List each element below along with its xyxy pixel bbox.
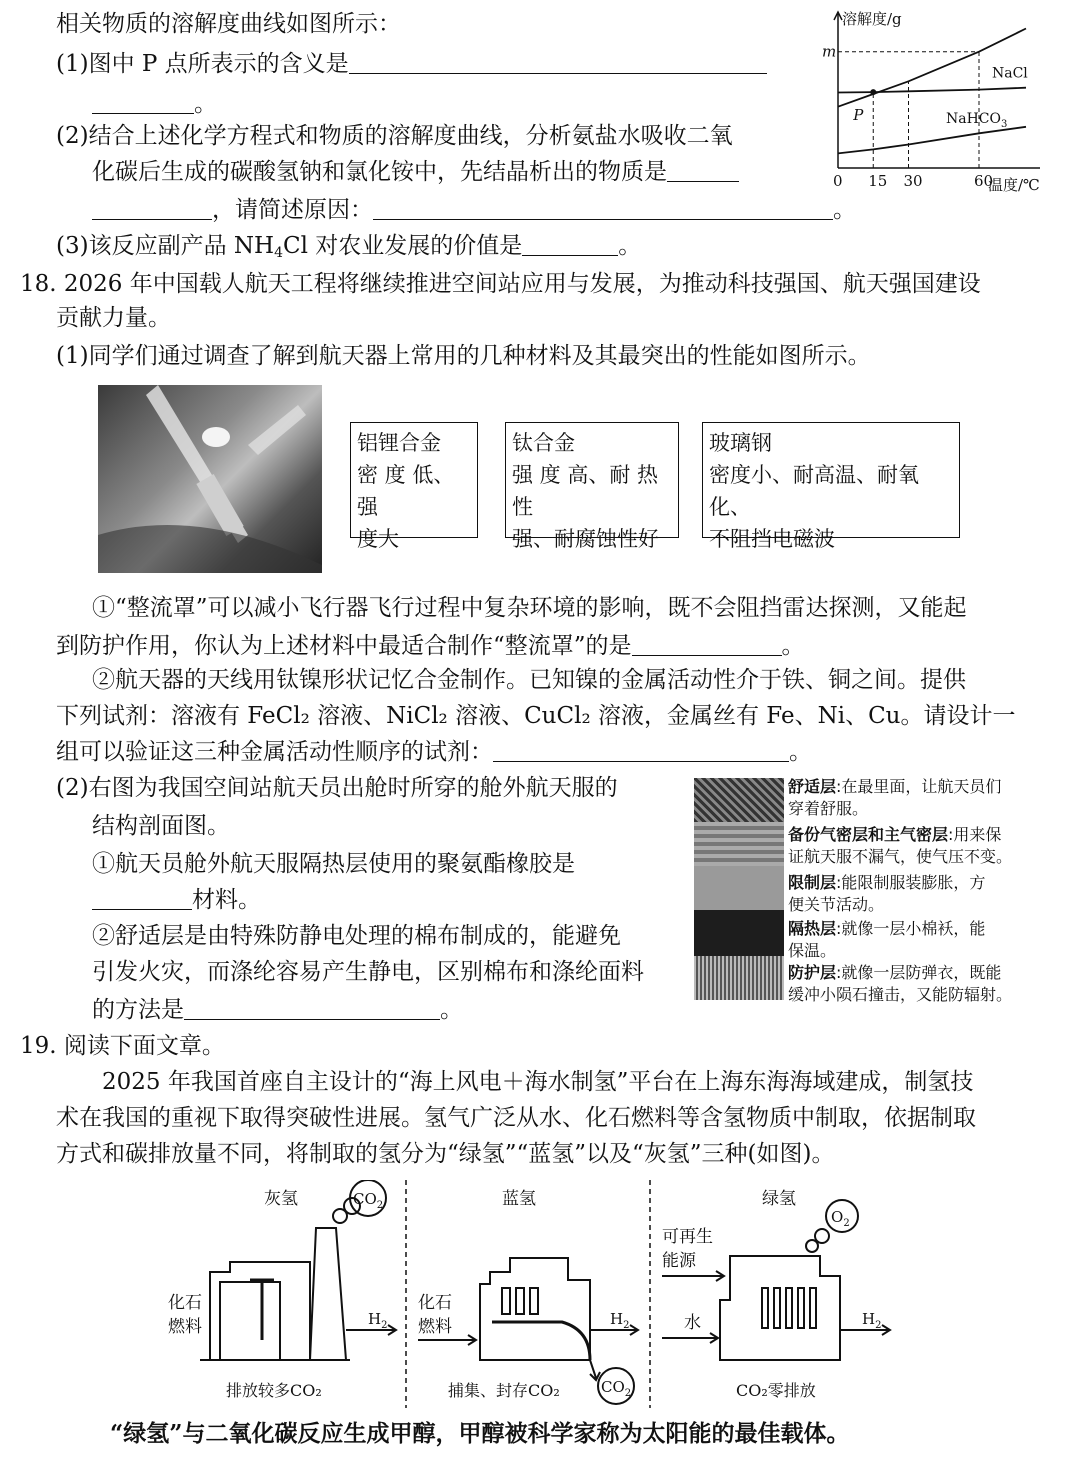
h2-label: $H_2$	[610, 1310, 630, 1331]
suit-layer-title: 防护层	[788, 963, 837, 982]
material-name: 玻璃钢	[709, 431, 772, 455]
suit-layer-protection	[788, 962, 1001, 984]
x-tick-label: 30	[903, 172, 923, 190]
q17-part2-line1: (2)结合上述化学方程式和物质的溶解度曲线，分析氨盐水吸收二氧	[56, 123, 733, 149]
blue-hydrogen-title: 蓝氢	[502, 1189, 536, 1209]
rocket-icon	[98, 385, 322, 573]
o2-label: $O_2$	[831, 1208, 850, 1229]
q18-p2-blank1[interactable]	[92, 887, 192, 910]
point-p-label: P	[853, 106, 864, 125]
spacesuit-section-image	[694, 778, 784, 1000]
q18-part1: (1)同学们通过调查了解到航天器上常用的几种材料及其最突出的性能如图所示。	[56, 343, 871, 369]
q18-p2-material: 材料。	[192, 887, 261, 913]
water-label: 水	[684, 1313, 701, 1333]
suit-layer-airtight	[788, 824, 1001, 846]
material-desc: 不阻挡电磁波	[709, 527, 835, 551]
q17-part3-blank[interactable]	[522, 233, 618, 256]
q17-part1	[56, 48, 767, 80]
h2-label: $H_2$	[368, 1310, 388, 1331]
suit-layer-desc: 保温。	[788, 941, 837, 960]
q17-part2-line2	[92, 156, 739, 188]
q18-s2-line1: ②航天器的天线用钛镍形状记忆合金制作。已知镍的金属活动性介于铁、铜之间。提供	[92, 667, 966, 693]
q18-s2-end: 。	[789, 739, 812, 765]
y-axis-label: 溶解度/g	[842, 10, 902, 28]
q18-s1-text: 到防护作用，你认为上述材料中最适合制作“整流罩”的是	[56, 633, 632, 659]
green-caption: CO₂零排放	[736, 1381, 816, 1400]
m-label: m	[822, 42, 837, 61]
renewable-energy-label: 能源	[662, 1251, 696, 1271]
x-tick-label: 60	[974, 172, 994, 190]
solubility-chart	[812, 8, 1062, 200]
q17-part2-text: 化碳后生成的碳酸氢钠和氯化铵中，先结晶析出的物质是	[92, 159, 667, 185]
suit-layer-title: 备份气密层和主气密层	[788, 825, 949, 844]
q19-stem: 19. 阅读下面文章。	[20, 1033, 225, 1059]
q17-part2-blank1[interactable]	[667, 159, 739, 182]
q18-s2-line3	[56, 736, 812, 768]
q17-intro: 相关物质的溶解度曲线如图所示：	[56, 11, 401, 37]
q17-part3-text-b: Cl 对农业发展的价值是	[283, 233, 523, 259]
q18-p2-line5: ②舒适层是由特殊防静电处理的棉布制成的，能避免	[92, 923, 621, 949]
fossil-fuel-label: 化石	[168, 1293, 202, 1313]
green-hydrogen-title: 绿氢	[762, 1189, 796, 1209]
suit-layer-desc: :在最里面，让航天员们	[836, 777, 1002, 796]
suit-layer-desc: 便关节活动。	[788, 895, 885, 914]
q18-p2-method: 的方法是	[92, 997, 184, 1023]
q17-part3-text-a: (3)该反应副产品 NH	[56, 233, 275, 259]
material-name: 铝锂合金	[357, 431, 441, 455]
q17-part2-line3	[92, 194, 856, 226]
q17-part3-end: 。	[618, 233, 642, 259]
gray-factory-icon	[200, 1198, 360, 1360]
q17-part1-blank2[interactable]	[92, 91, 194, 114]
material-desc: 密度小、耐高温、耐氧化、	[709, 463, 919, 519]
water-arrow-icon	[662, 1333, 718, 1343]
blue-plant-icon	[480, 1258, 600, 1380]
q17-part1-end: 。	[194, 91, 217, 117]
material-box-fiberglass	[702, 422, 960, 551]
q18-stem-1: 18. 2026 年中国载人航天工程将继续推进空间站应用与发展，为推动科技强国、航天强国建设	[20, 271, 981, 297]
suit-layer-desc: :就像一层小棉袄，能	[836, 919, 986, 938]
suit-layer-title: 隔热层	[788, 919, 837, 938]
q17-part1-text: (1)图中 P 点所表示的含义是	[56, 51, 349, 77]
blue-caption: 捕集、封存CO₂	[448, 1381, 560, 1400]
x-tick-label: 15	[868, 172, 888, 190]
q18-p2-line7	[92, 994, 463, 1026]
material-box-al-li	[350, 422, 478, 551]
q17-part2-blank2[interactable]	[92, 197, 212, 220]
q18-s2-text: 组可以验证这三种金属活动性顺序的试剂：	[56, 739, 493, 765]
q19-para-2: 术在我国的重视下取得突破性进展。氢气广泛从水、化石燃料等含氢物质中制取，依据制取	[56, 1105, 976, 1131]
suit-layer-insulation	[788, 918, 985, 940]
material-desc: 强 度 高、耐 热 性	[512, 463, 659, 519]
q17-part2-reason: ，请简述原因：	[212, 197, 373, 223]
q18-p2-line2: 结构剖面图。	[92, 813, 230, 839]
q18-s1-blank[interactable]	[632, 633, 782, 656]
hydrogen-types-diagram	[150, 1180, 910, 1410]
suit-layer-desc: :就像一层防弹衣，既能	[836, 963, 1002, 982]
series-label: NaCl	[992, 65, 1028, 82]
q17-part1-blank[interactable]	[349, 51, 767, 74]
fossil-fuel-label: 燃料	[418, 1317, 452, 1337]
material-name: 钛合金	[512, 431, 575, 455]
q18-s2-blank[interactable]	[493, 739, 789, 762]
x-axis-label: 温度/℃	[988, 176, 1040, 194]
q18-p2-end: 。	[440, 997, 463, 1023]
material-desc: 强、耐腐蚀性好	[512, 527, 659, 551]
q18-stem-2: 贡献力量。	[56, 305, 171, 331]
suit-layer-title: 舒适层	[788, 777, 837, 796]
h2-label: $H_2$	[862, 1310, 882, 1331]
series-line-nacl	[838, 88, 1026, 93]
series-line-nahco3	[838, 127, 1026, 154]
suit-layer-desc: 穿着舒服。	[788, 799, 869, 818]
q18-p2-line1: (2)右图为我国空间站航天员出舱时所穿的舱外航天服的	[56, 775, 618, 801]
q18-s2-line2: 下列试剂：溶液有 FeCl₂ 溶液、NiCl₂ 溶液、CuCl₂ 溶液，金属丝有 Fe、Ni、Cu。请设计一	[56, 703, 1016, 729]
suit-layer-desc: 证航天服不漏气，使气压不变。	[788, 847, 1013, 866]
q19-para-3: 方式和碳排放量不同，将制取的氢分为“绿氢”“蓝氢”以及“灰氢”三种(如图)。	[56, 1141, 835, 1167]
material-desc: 密 度 低、强	[357, 463, 455, 519]
q18-s1-end: 。	[781, 633, 805, 659]
gray-caption: 排放较多CO₂	[226, 1381, 322, 1400]
q17-part2-blank3[interactable]	[373, 197, 833, 220]
q18-p2-blank2[interactable]	[184, 997, 440, 1020]
spacecraft-photo	[98, 385, 322, 573]
q18-p2-line3: ①航天员舱外航天服隔热层使用的聚氨酯橡胶是	[92, 851, 575, 877]
q17-part3	[56, 230, 641, 262]
suit-layer-desc: 缓冲小陨石撞击，又能防辐射。	[788, 985, 1013, 1004]
suit-layer-desc: :用来保	[948, 825, 1002, 844]
green-plant-icon	[720, 1229, 840, 1360]
x-tick-label: 0	[833, 172, 843, 190]
q19-final-sentence: “绿氢”与二氧化碳反应生成甲醇，甲醇被科学家称为太阳能的最佳载体。	[110, 1420, 850, 1447]
q17-part2-end: 。	[833, 197, 856, 223]
co2-label: $CO_2$	[353, 1190, 384, 1211]
q18-s1-line1: ①“整流罩”可以减小飞行器飞行过程中复杂环境的影响，既不会阻挡雷达探测，又能起	[92, 595, 967, 621]
q18-p2-line4	[92, 884, 261, 916]
energy-arrow-icon	[662, 1271, 724, 1281]
q18-s1-line2	[56, 630, 805, 662]
suit-layer-desc: :能限制服装膨胀，方	[836, 873, 986, 892]
suit-layer-title: 限制层	[788, 873, 837, 892]
q17-part3-sub: 4	[274, 245, 283, 261]
material-desc: 度大	[357, 527, 399, 551]
gray-hydrogen-title: 灰氢	[264, 1189, 298, 1209]
q18-p2-line6: 引发火灾，而涤纶容易产生静电，区别棉布和涤纶面料	[92, 959, 644, 985]
suit-layer-comfort	[788, 776, 1001, 798]
series-label: NaHCO$_3$	[946, 110, 1008, 130]
renewable-energy-label: 可再生	[662, 1227, 713, 1247]
point-p	[870, 89, 876, 95]
co2-label: $CO_2$	[601, 1378, 632, 1399]
suit-layer-restraint	[788, 872, 985, 894]
material-box-titanium	[505, 422, 679, 551]
fossil-fuel-label: 燃料	[168, 1317, 202, 1337]
q17-part1-cont	[92, 88, 217, 120]
fossil-fuel-label: 化石	[418, 1293, 452, 1313]
q19-para-1: 2025 年我国首座自主设计的“海上风电＋海水制氢”平台在上海东海海域建成，制氢技	[102, 1069, 974, 1095]
